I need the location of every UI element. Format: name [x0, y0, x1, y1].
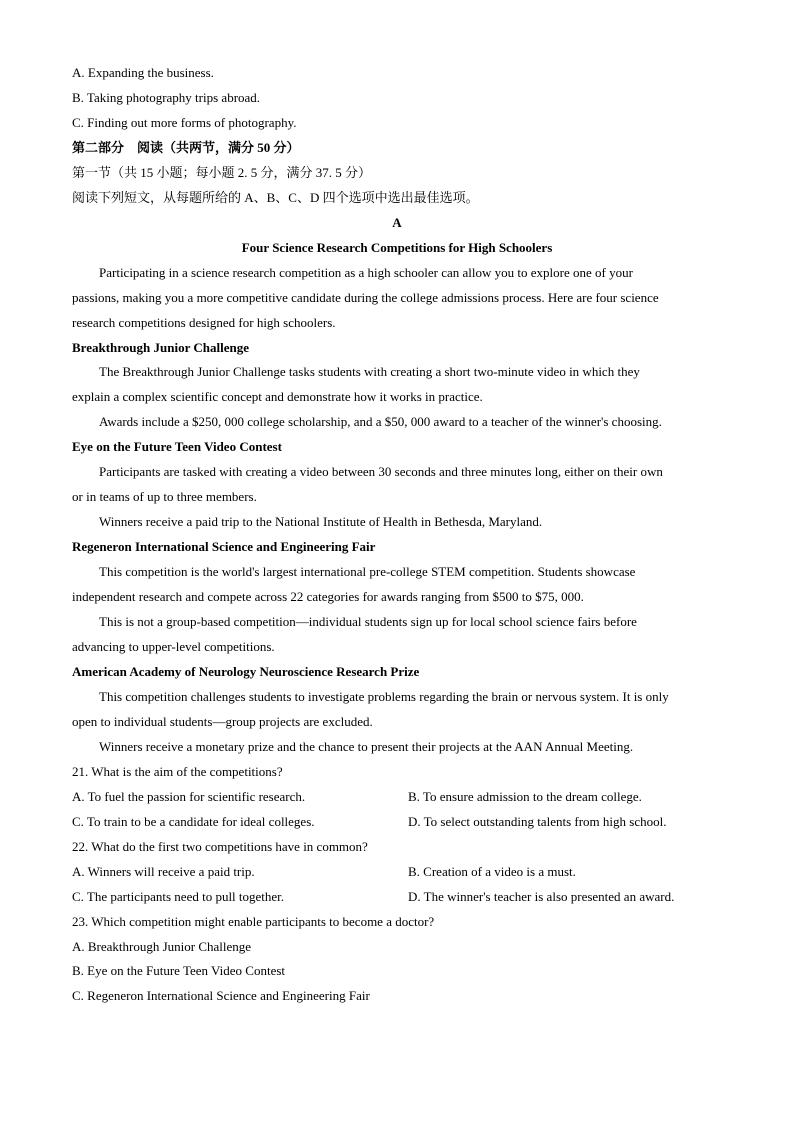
question-21-option-a: A. To fuel the passion for scientific research. — [72, 789, 306, 804]
passage-letter: A — [392, 215, 402, 230]
sub-title: 第一节（共 15 小题；每小题 2. 5 分，满分 37. 5 分） — [72, 165, 372, 180]
section-heading-aan: American Academy of Neurology Neuroscience Research Prize — [72, 664, 420, 679]
section-line: This competition challenges students to investigate problems regarding the brain or nervous system. It is only — [99, 689, 669, 704]
section-line: independent research and compete across 22 categories for awards ranging from $500 to $75, 000. — [72, 589, 584, 604]
intro-line: research competitions designed for high schoolers. — [72, 315, 336, 330]
question-21-option-d: D. To select outstanding talents from high school. — [408, 814, 667, 829]
question-22-stem: 22. What do the first two competitions have in common? — [72, 839, 368, 854]
question-21-option-b: B. To ensure admission to the dream college. — [408, 789, 642, 804]
section-line: Awards include a $250, 000 college scholarship, and a $50, 000 award to a teacher of the winner's choosing. — [99, 414, 662, 429]
prev-option-b: B. Taking photography trips abroad. — [72, 90, 261, 105]
prev-option-a: A. Expanding the business. — [72, 65, 214, 80]
section-heading-regeneron: Regeneron International Science and Engineering Fair — [72, 539, 376, 554]
section-line: This is not a group-based competition—individual students sign up for local school science fairs before — [99, 614, 637, 629]
question-23-option-b: B. Eye on the Future Teen Video Contest — [72, 963, 286, 978]
section-line: Winners receive a paid trip to the National Institute of Health in Bethesda, Maryland. — [99, 514, 543, 529]
question-23-option-c: C. Regeneron International Science and Engineering Fair — [72, 988, 370, 1003]
passage-title: Four Science Research Competitions for High Schoolers — [241, 240, 553, 255]
question-22-option-b: B. Creation of a video is a must. — [408, 864, 576, 879]
instruction: 阅读下列短文，从每题所给的 A、B、C、D 四个选项中选出最佳选项。 — [72, 190, 479, 205]
question-21-option-c: C. To train to be a candidate for ideal colleges. — [72, 814, 315, 829]
section-line: advancing to upper-level competitions. — [72, 639, 275, 654]
section-line: or in teams of up to three members. — [72, 489, 257, 504]
question-23-option-a: A. Breakthrough Junior Challenge — [72, 939, 252, 954]
question-22-option-d: D. The winner's teacher is also presented an award. — [408, 889, 675, 904]
question-22-option-c: C. The participants need to pull together. — [72, 889, 285, 904]
section-line: open to individual students—group projects are excluded. — [72, 714, 373, 729]
section-line: This competition is the world's largest international pre-college STEM competition. Students showcase — [99, 564, 636, 579]
prev-option-c: C. Finding out more forms of photography. — [72, 115, 297, 130]
section-line: Participants are tasked with creating a video between 30 seconds and three minutes long, either on their own — [99, 464, 663, 479]
part-title: 第二部分 阅读（共两节，满分 50 分） — [72, 140, 300, 155]
question-23-stem: 23. Which competition might enable participants to become a doctor? — [72, 914, 435, 929]
section-line: explain a complex scientific concept and demonstrate how it works in practice. — [72, 389, 483, 404]
section-heading-breakthrough: Breakthrough Junior Challenge — [72, 340, 249, 355]
intro-line: passions, making you a more competitive candidate during the college admissions process. Here are four science — [72, 290, 659, 305]
section-line: Winners receive a monetary prize and the chance to present their projects at the AAN Annual Meeting. — [99, 739, 634, 754]
section-heading-eye-on-future: Eye on the Future Teen Video Contest — [72, 439, 282, 454]
section-line: The Breakthrough Junior Challenge tasks students with creating a short two-minute video in which they — [99, 364, 640, 379]
question-22-option-a: A. Winners will receive a paid trip. — [72, 864, 255, 879]
intro-line: Participating in a science research competition as a high schooler can allow you to explore one of your — [99, 265, 633, 280]
question-21-stem: 21. What is the aim of the competitions? — [72, 764, 283, 779]
